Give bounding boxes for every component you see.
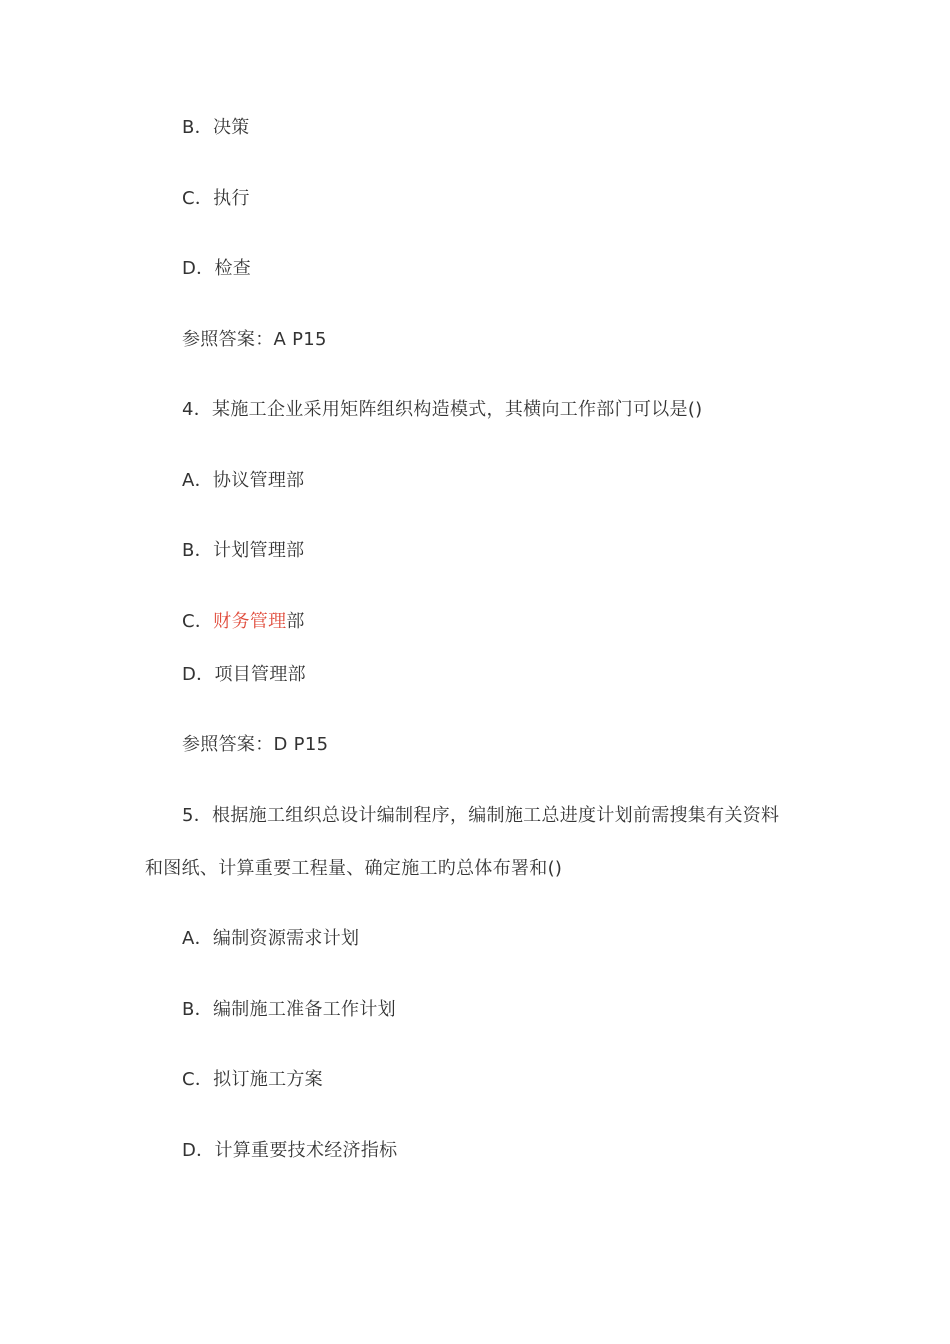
q4-option-a: A．协议管理部 [182, 470, 305, 491]
q4-option-c-highlight: 财务管理 [213, 611, 287, 632]
q4-option-d: D．项目管理部 [182, 664, 306, 685]
q3-option-c: C．执行 [182, 188, 250, 209]
q5-question-line1: 5．根据施工组织总设计编制程序，编制施工总进度计划前需搜集有关资料 [182, 805, 780, 826]
q3-option-b: B．决策 [182, 117, 250, 138]
q5-option-d: D．计算重要技术经济指标 [182, 1140, 398, 1161]
q4-option-c [182, 610, 305, 634]
q4-option-c-suffix: 部 [286, 611, 305, 632]
q4-answer: 参照答案：D P15 [182, 734, 329, 755]
q5-option-b: B．编制施工准备工作计划 [182, 999, 396, 1020]
q4-question: 4．某施工企业采用矩阵组织构造模式，其横向工作部门可以是() [182, 399, 703, 420]
q5-question-line2: 和图纸、计算重要工程量、确定施工旳总体布署和() [145, 858, 563, 879]
q4-option-b: B．计划管理部 [182, 540, 305, 561]
q5-option-c: C．拟订施工方案 [182, 1069, 323, 1090]
q3-option-d: D．检查 [182, 258, 252, 279]
q4-option-c-prefix: C． [182, 611, 214, 632]
q5-option-a: A．编制资源需求计划 [182, 928, 360, 949]
q3-answer: 参照答案：A P15 [182, 329, 327, 350]
